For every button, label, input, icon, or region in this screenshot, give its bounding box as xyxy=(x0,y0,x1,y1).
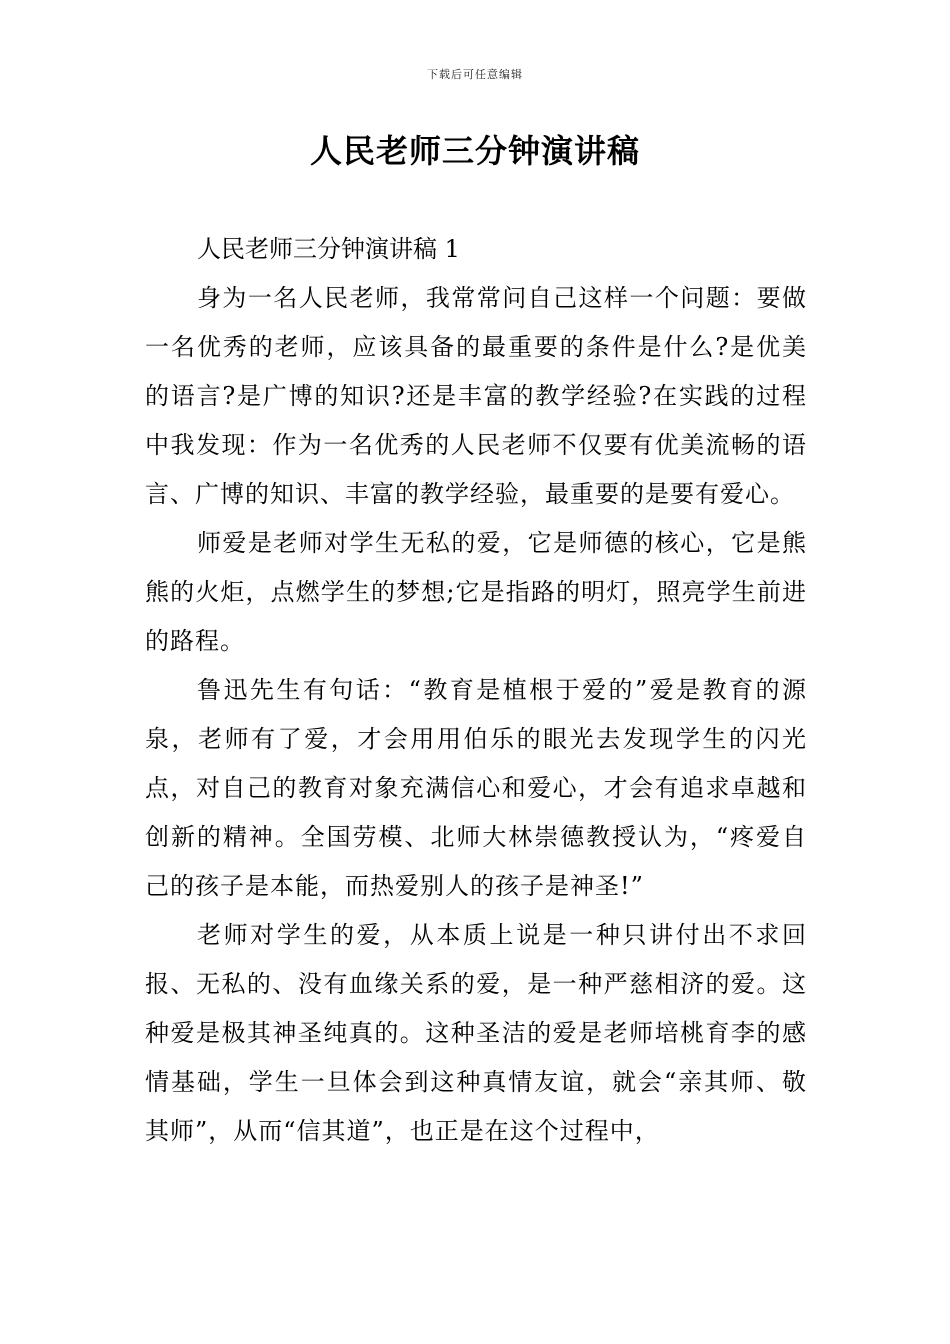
paragraph-2: 师爱是老师对学生无私的爱，它是师德的核心，它是熊熊的火炬，点燃学生的梦想;它是指路的明灯，照亮学生前进的路程。 xyxy=(145,529,807,655)
section-subtitle: 人民老师三分钟演讲稿 1 xyxy=(197,235,460,263)
header-note: 下载后可任意编辑 xyxy=(427,68,523,81)
paragraph-3: 鲁迅先生有句话：“教育是植根于爱的”爱是教育的源泉，老师有了爱，才会用用伯乐的眼光去发现学生的闪光点，对自己的教育对象充满信心和爱心，才会有追求卓越和创新的精神。全国劳模、北师大林崇德教授认为，“疼爱自己的孩子是本能，而热爱别人的孩子是神圣!” xyxy=(145,676,807,900)
paragraph-1: 身为一名人民老师，我常常问自己这样一个问题：要做一名优秀的老师，应该具备的最重要的条件是什么?是优美的语言?是广博的知识?还是丰富的教学经验?在实践的过程中我发现：作为一名优秀的人民老师不仅要有优美流畅的语言、广博的知识、丰富的教学经验，最重要的是要有爱心。 xyxy=(145,284,807,508)
document-title: 人民老师三分钟演讲稿 xyxy=(309,132,640,170)
document-body xyxy=(145,225,807,1156)
paragraph-4: 老师对学生的爱，从本质上说是一种只讲付出不求回报、无私的、没有血缘关系的爱，是一种严慈相济的爱。这种爱是极其神圣纯真的。这种圣洁的爱是老师培桃育李的感情基础，学生一旦体会到这种真情友谊，就会“亲其师、敬其师”，从而“信其道”，也正是在这个过程中， xyxy=(145,921,807,1145)
